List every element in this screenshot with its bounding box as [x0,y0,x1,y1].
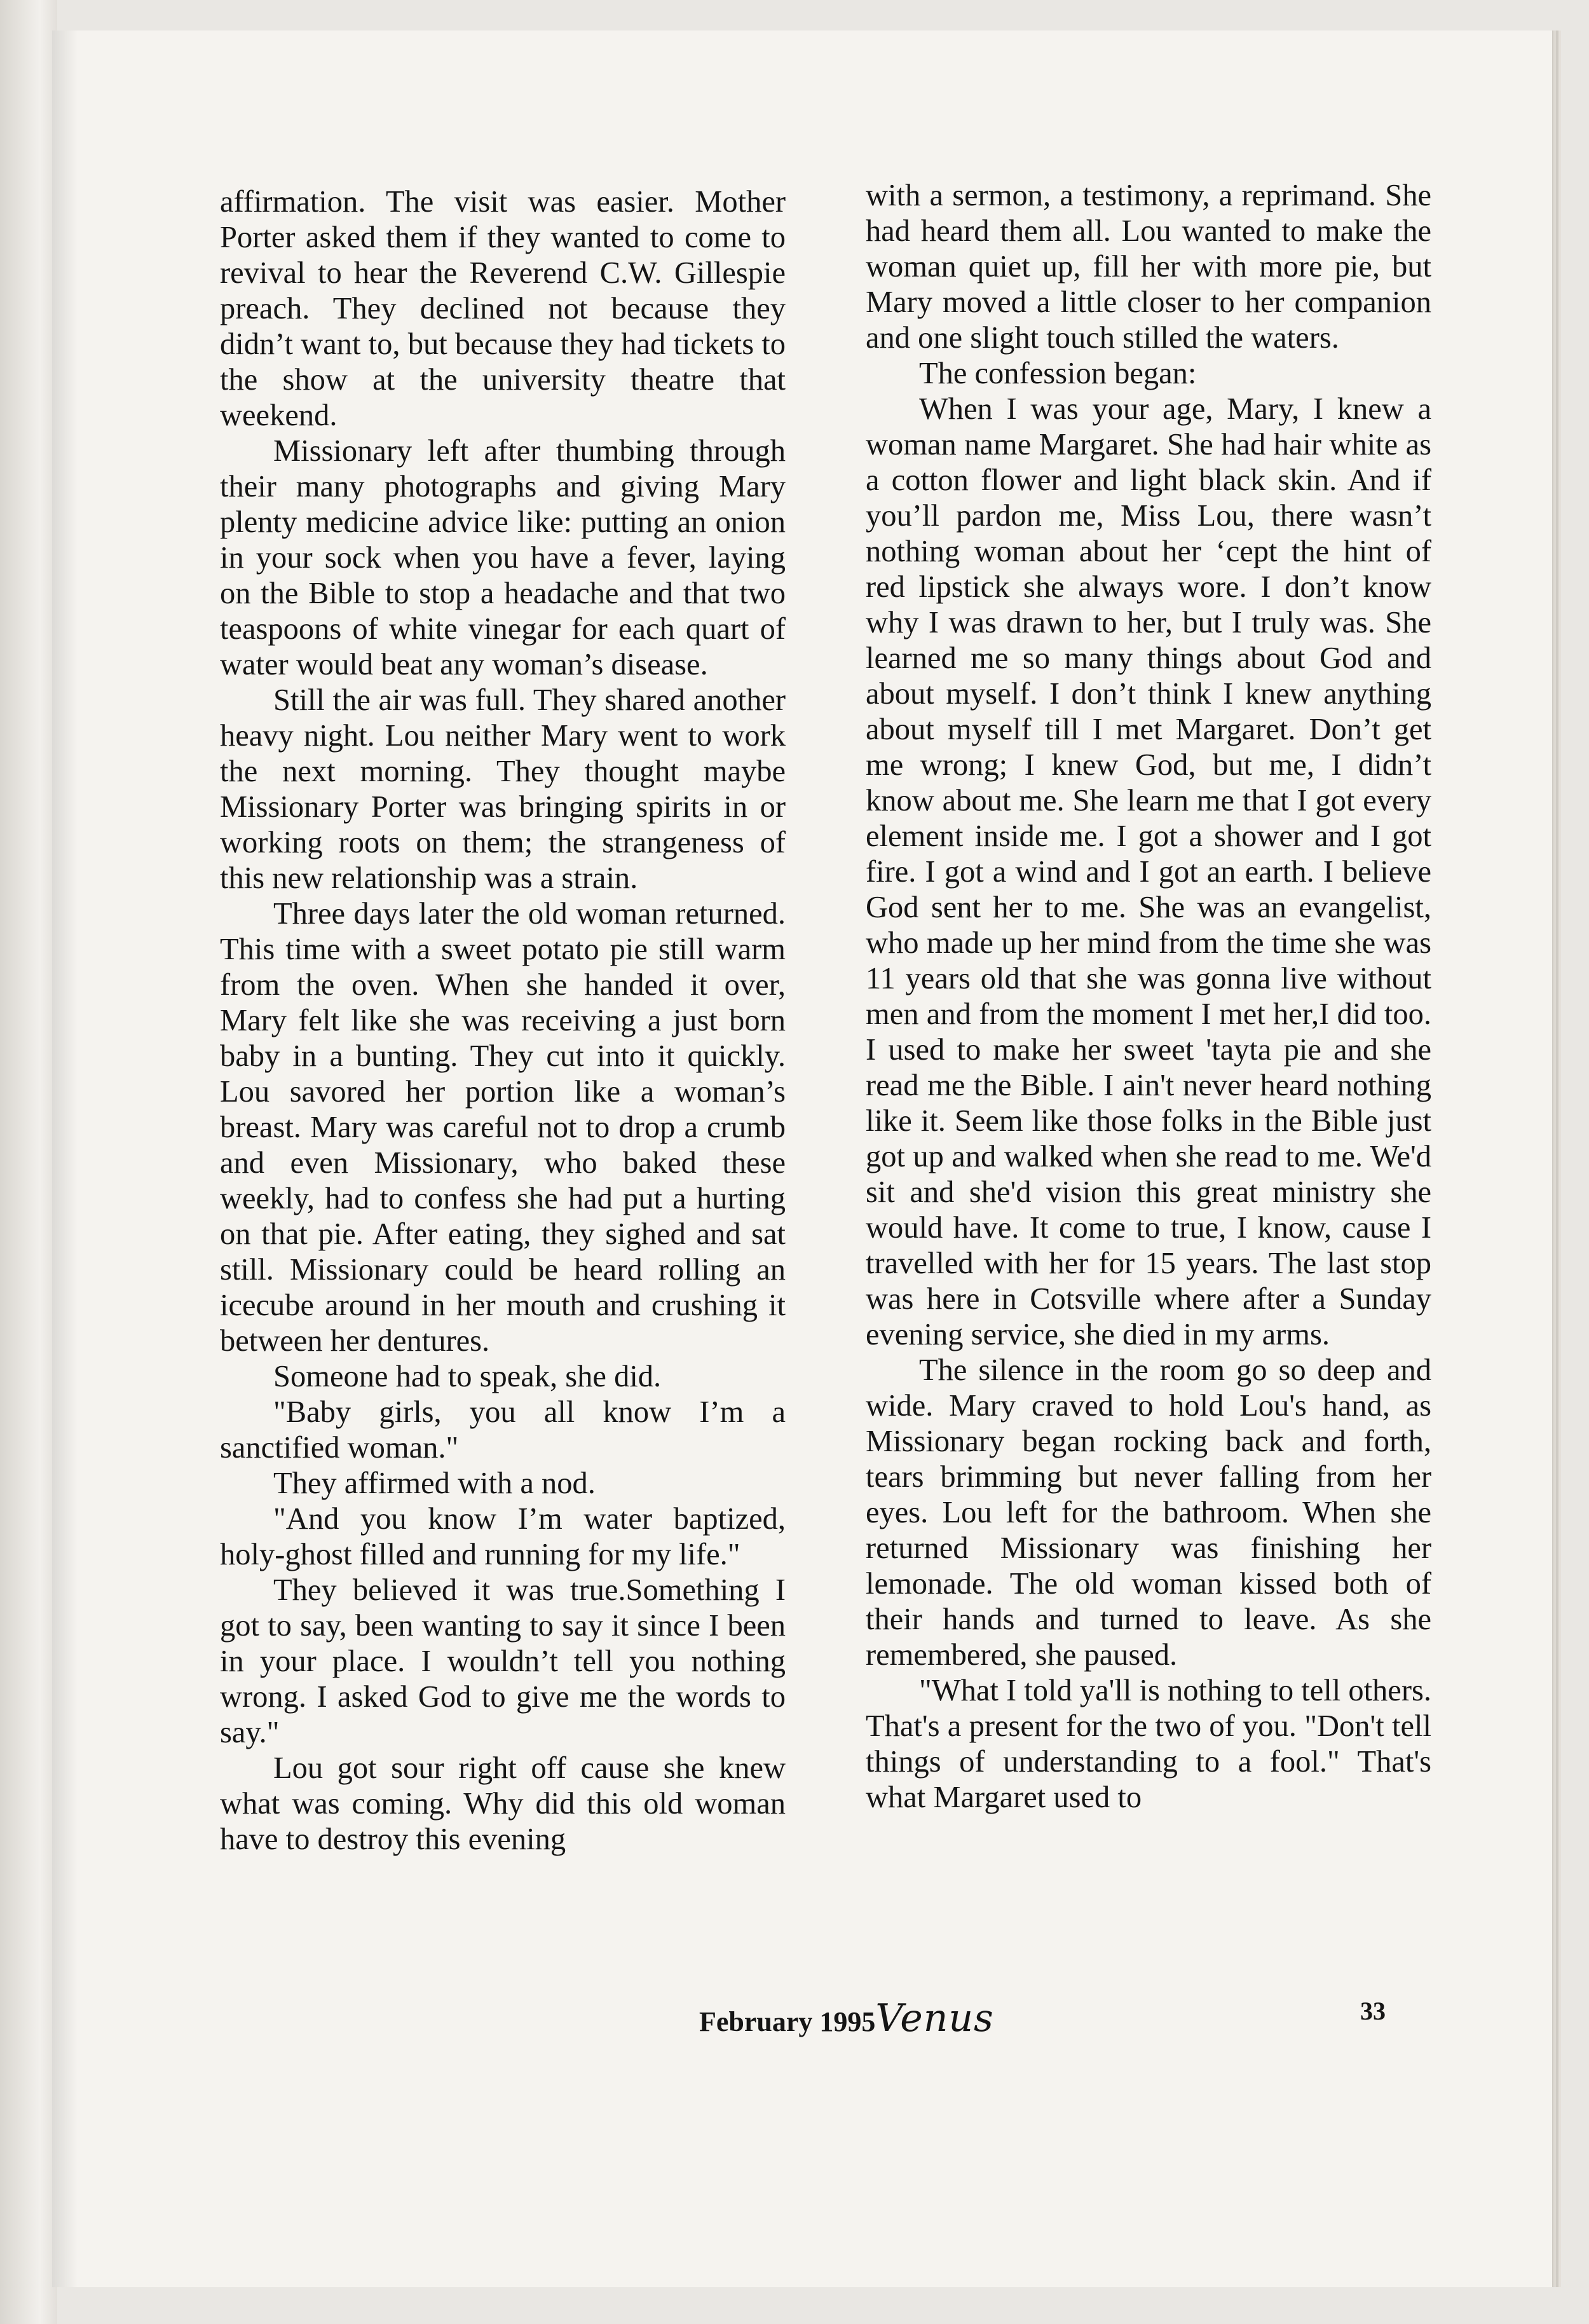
gutter-shadow [52,31,78,2287]
paragraph: Missionary left after thumbing through their many photographs and giving Mary plenty medicine advice like: putting an onion in your sock when you have a fever, laying on the Bible to stop a headache and that two teaspoons of white vinegar for each quart of water would beat any woman’s disease. [220,434,786,681]
paragraph: "And you know I’m water baptized, holy-ghost filled and running for my life." [220,1502,786,1571]
paragraph: The silence in the room go so deep and wide. Mary craved to hold Lou's hand, as Missionary began rocking back and forth, tears brimming but never falling from her eyes. Lou left for the bathroom. When she returned Missionary was finishing her lemonade. The old woman kissed both of their hands and turned to leave. As she remembered, she paused. [866,1353,1431,1672]
paragraph: affirmation. The visit was easier. Mother Porter asked them if they wanted to come to revival to hear the Reverend C.W. Gillespie preach. They declined not because they didn’t want to, but because they had tickets to the show at the university theatre that weekend. [220,185,786,432]
paragraph: Still the air was full. They shared another heavy night. Lou neither Mary went to work the next morning. They thought maybe Missionary Porter was bringing spirits in or working roots on them; the strangeness of this new relationship was a strain. [220,683,786,895]
paragraph: They believed it was true.Something I got to say, been wanting to say it since I been in your place. I wouldn’t tell you nothing wrong. I asked God to give me the words to say." [220,1573,786,1749]
previous-page-edge [0,0,57,2324]
paragraph: When I was your age, Mary, I knew a woman name Margaret. She had hair white as a cotton flower and light black skin. And if you’ll pardon me, Miss Lou, there wasn’t nothing woman about her ‘cept the hint of red lipstick she always wore. I don’t know why I was drawn to her, but I truly was. She learned me so many things about God and about myself. I don’t think I knew anything about myself till I met Margaret. Don’t get me wrong; I knew God, but me, I didn’t know about me. She learn me that I got every element inside me. I got a shower and I got fire. I got a wind and I got an earth. I believe God sent her to me. She was an evangelist, who made up her mind from the time she was 11 years old that she was gonna live without men and from the moment I met her,I did too. I used to make her sweet 'tayta pie and she read me the Bible. I ain't never heard nothing like it. Seem like those folks in the Bible just got up and walked when she read to me. We'd sit and she'd vision this great ministry she would have. It come to true, I know, cause I travelled with her for 15 years. The last stop was here in Cotsville where after a Sunday evening service, she died in my arms. [866,392,1431,1351]
paragraph: with a sermon, a testimony, a reprimand. She had heard them all. Lou wanted to make the woman quiet up, fill her with more pie, but Mary moved a little closer to her companion and one slight touch stilled the waters. [866,179,1431,355]
article-column-right [866,178,1431,1815]
paragraph: They affirmed with a nod. [273,1466,596,1500]
issue-date: February 1995 [699,2006,876,2037]
article-column-left [220,184,786,1857]
paragraph: "Baby girls, you all know I’m a sanctified woman." [220,1395,786,1465]
masthead-logo: Venus [875,1996,994,2040]
paragraph: Someone had to speak, she did. [273,1360,662,1393]
paragraph: "What I told ya'll is nothing to tell others. That's a present for the two of you. "Don't tell things of understanding to a fool." That's what Margaret used to [866,1674,1431,1814]
paragraph: The confession began: [919,357,1197,390]
paragraph: Lou got sour right off cause she knew what was coming. Why did this old woman have to destroy this evening [220,1751,786,1856]
paragraph: Three days later the old woman returned. This time with a sweet potato pie still warm from the oven. When she handed it over, Mary felt like she was receiving a just born baby in a bunting. They cut into it quickly. Lou savored her portion like a woman’s breast. Mary was careful not to drop a crumb and even Missionary, who baked these weekly, had to confess she had put a hurting on that pie. After eating, they sighed and sat still. Missionary could be heard rolling an icecube around in her mouth and crushing it between her dentures. [220,897,786,1358]
page-number: 33 [1360,1997,1386,2025]
page-footer [699,1996,994,2040]
